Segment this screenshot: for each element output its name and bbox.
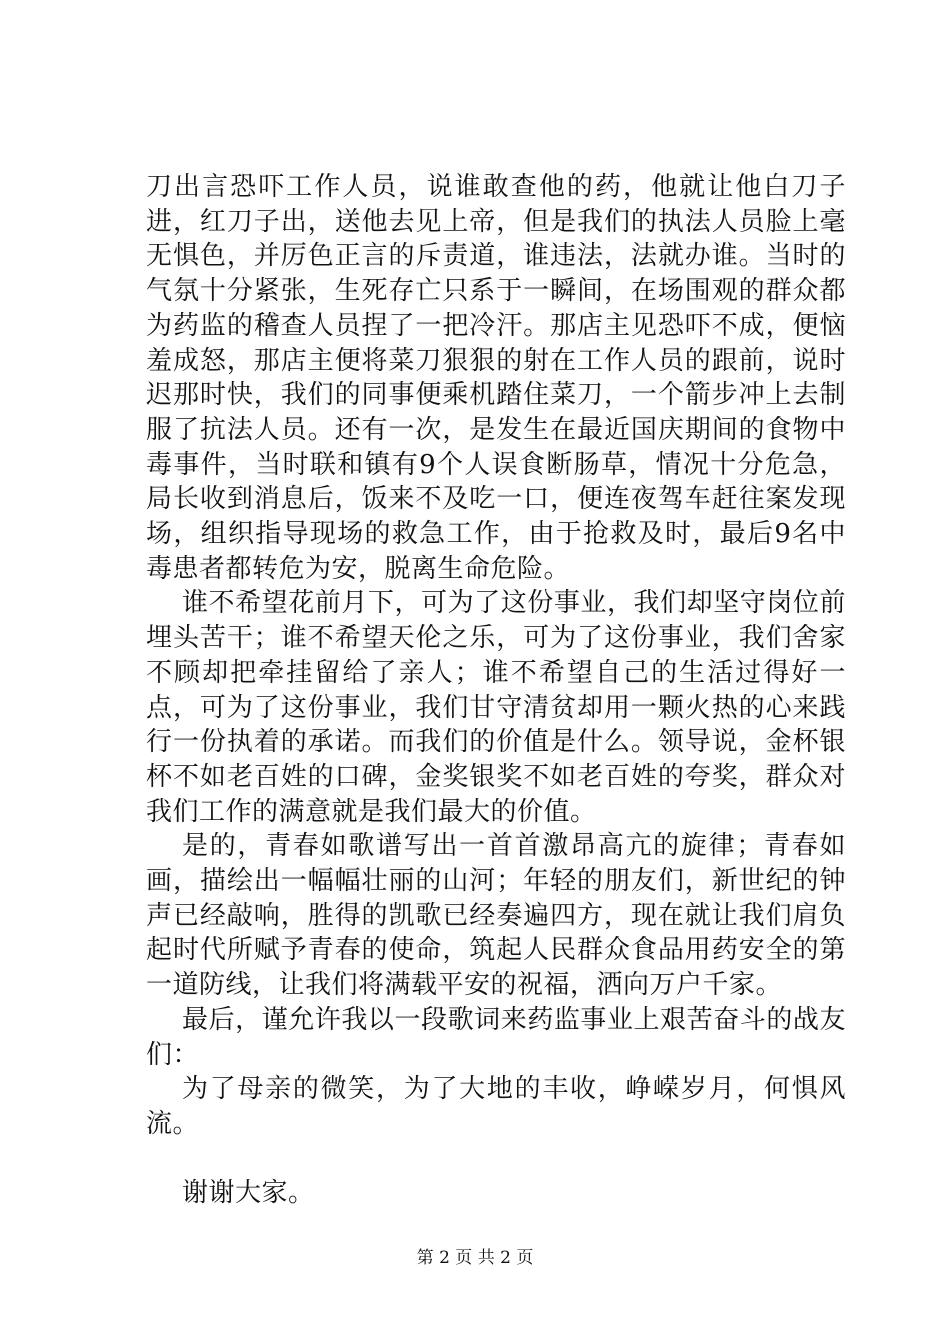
document-body <box>146 170 846 1211</box>
paragraph-4: 最后，谨允许我以一段歌词来药监事业上艰苦奋斗的战友们： <box>146 1004 846 1070</box>
closing-line: 谢谢大家。 <box>182 1178 315 1209</box>
page-number-footer: 第 2 页 共 2 页 <box>416 1248 534 1268</box>
paragraph-5: 为了母亲的微笑，为了大地的丰收，峥嵘岁月，何惧风流。 <box>146 1074 846 1139</box>
blank-line <box>146 1142 846 1177</box>
paragraph-3: 是的，青春如歌谱写出一首首激昂高亢的旋律；青春如画，描绘出一幅幅壮丽的山河；年轻的朋友们，新世纪的钟声已经敲响，胜得的凯歌已经奏遍四方，现在就让我们肩负起时代所赋予青春的使命，筑起人民群众食品用药安全的第一道防线，让我们将满载平安的祝福，洒向万户千家。 <box>146 831 846 1001</box>
paragraph-1: 刀出言恐吓工作人员，说谁敢查他的药，他就让他白刀子进，红刀子出，送他去见上帝，但是我们的执法人员脸上毫无惧色，并厉色正言的斥责道，谁违法，法就办谁。当时的气氛十分紧张，生死存亡只系于一瞬间，在场围观的群众都为药监的稽查人员捏了一把冷汗。那店主见恐吓不成，便恼羞成怒，那店主便将菜刀狠狠的射在工作人员的跟前，说时迟那时快，我们的同事便乘机踏住菜刀，一个箭步冲上去制服了抗法人员。还有一次，是发生在最近国庆期间的食物中毒事件，当时联和镇有9个人误食断肠草，情况十分危急，局长收到消息后，饭来不及吃一口，便连夜驾车赶往案发现场，组织指导现场的救急工作，由于抢救及时，最后9名中毒患者都转危为安，脱离生命危险。 <box>146 172 846 584</box>
paragraph-2: 谁不希望花前月下，可为了这份事业，我们却坚守岗位前埋头苦干；谁不希望天伦之乐，可为了这份事业，我们舍家不顾却把牵挂留给了亲人；谁不希望自己的生活过得好一点，可为了这份事业，我们甘守清贫却用一颗火热的心来践行一份执着的承诺。而我们的价值是什么。领导说，金杯银杯不如老百姓的口碑，金奖银奖不如老百姓的夸奖，群众对我们工作的满意就是我们最大的价值。 <box>146 588 846 827</box>
